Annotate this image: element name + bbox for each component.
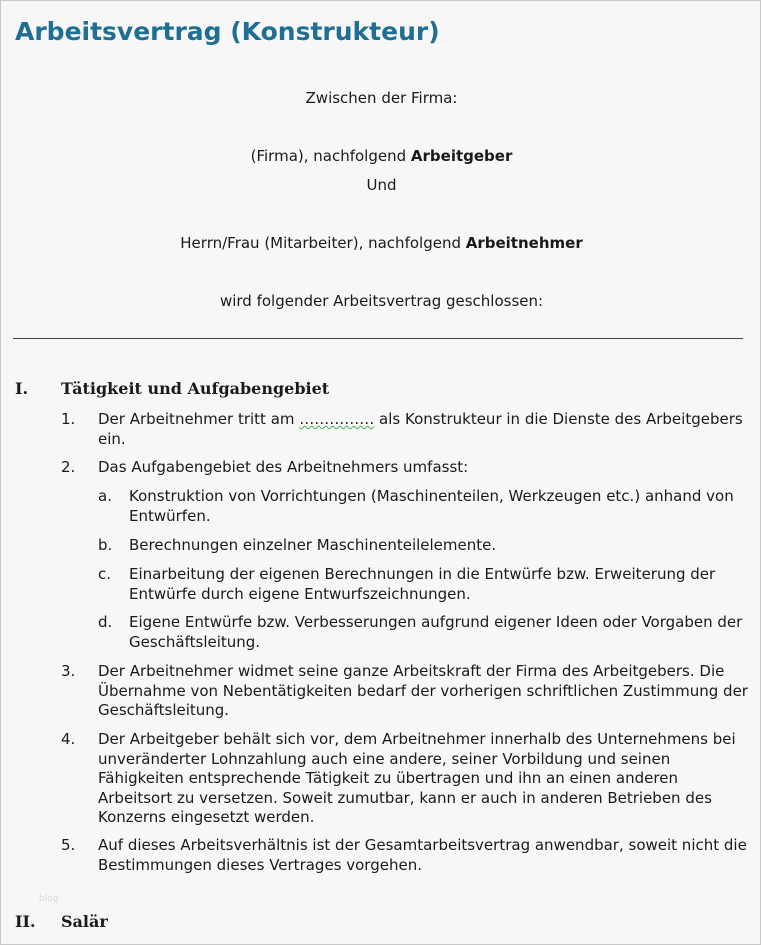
sub-item-text: Konstruktion von Vorrichtungen (Maschinenteilen, Werkzeugen etc.) anhand von Entwürfen. — [129, 487, 734, 525]
employee-role: Arbeitnehmer — [465, 234, 583, 252]
sub-item-c — [98, 565, 748, 604]
list-item-5 — [61, 836, 751, 875]
closing-line: wird folgender Arbeitsvertrag geschlossen: — [219, 292, 544, 310]
sub-item-d — [98, 613, 748, 652]
employer-prefix: (Firma), nachfolgend — [250, 147, 411, 165]
item-text: Der Arbeitnehmer tritt am …………… als Konstrukteur in die Dienste des Arbeitgebers ein. — [98, 410, 743, 448]
employee-prefix: Herrn/Frau (Mitarbeiter), nachfolgend — [180, 234, 466, 252]
item-number: 5. — [61, 836, 76, 854]
item-number: 1. — [61, 410, 76, 428]
employer-line — [1, 146, 761, 166]
item-number: 3. — [61, 662, 76, 680]
sub-item-letter: a. — [98, 487, 112, 505]
section-number: II. — [15, 912, 36, 931]
section-title: Tätigkeit und Aufgabengebiet — [61, 379, 330, 398]
date-blank: …………… — [299, 410, 375, 428]
section-title: Salär — [61, 912, 108, 931]
sub-item-text: Berechnungen einzelner Maschinenteilelemente. — [129, 536, 497, 554]
employer-role: Arbeitgeber — [410, 147, 513, 165]
sub-item-b — [98, 536, 748, 556]
section-heading-1 — [15, 379, 329, 398]
section-heading-2 — [15, 912, 108, 931]
sub-item-a — [98, 487, 748, 526]
divider-line — [13, 338, 743, 339]
list-item-3 — [61, 662, 751, 721]
sub-item-letter: d. — [98, 613, 113, 631]
item-text: Das Aufgabengebiet des Arbeitnehmers umfasst: — [98, 458, 469, 476]
intro-line: Zwischen der Firma: — [305, 89, 458, 107]
section-number: I. — [15, 379, 29, 398]
item-text: Auf dieses Arbeitsverhältnis ist der Gesamtarbeitsvertrag anwendbar, soweit nicht die Bestimmungen dieses Vertrages vorgehen. — [98, 836, 747, 874]
item-text: Der Arbeitnehmer widmet seine ganze Arbeitskraft der Firma des Arbeitgebers. Die Übernahme von Nebentätigkeiten bedarf der vorherigen schriftlichen Zustimmung der Geschäftsleitung. — [98, 662, 748, 719]
list-item-1 — [61, 410, 751, 449]
sub-item-letter: c. — [98, 565, 112, 583]
sub-item-text: Eigene Entwürfe bzw. Verbesserungen aufgrund eigener Ideen oder Vorgaben der Geschäftsleitung. — [129, 613, 743, 651]
document-title: Arbeitsvertrag (Konstrukteur) — [15, 17, 440, 46]
list-item-2 — [61, 458, 751, 478]
und-line: Und — [366, 176, 397, 194]
watermark: blog — [39, 894, 59, 904]
item-number: 2. — [61, 458, 76, 476]
employee-line — [1, 233, 761, 253]
list-item-4 — [61, 730, 751, 828]
sub-item-text: Einarbeitung der eigenen Berechnungen in die Entwürfe bzw. Erweiterung der Entwürfe durch eigene Entwurfszeichnungen. — [129, 565, 716, 603]
item-text: Der Arbeitgeber behält sich vor, dem Arbeitnehmer innerhalb des Unternehmens bei unveränderter Lohnzahlung auch eine andere, seiner Vorbildung und seinen Fähigkeiten entsprechende Tätigkeit zu übertragen und ihn an einen anderen Arbeitsort zu versetzen. Soweit zumutbar, kann er auch in anderen Betrieben des Konzerns eingesetzt werden. — [98, 730, 736, 826]
item-number: 4. — [61, 730, 76, 748]
sub-item-letter: b. — [98, 536, 113, 554]
